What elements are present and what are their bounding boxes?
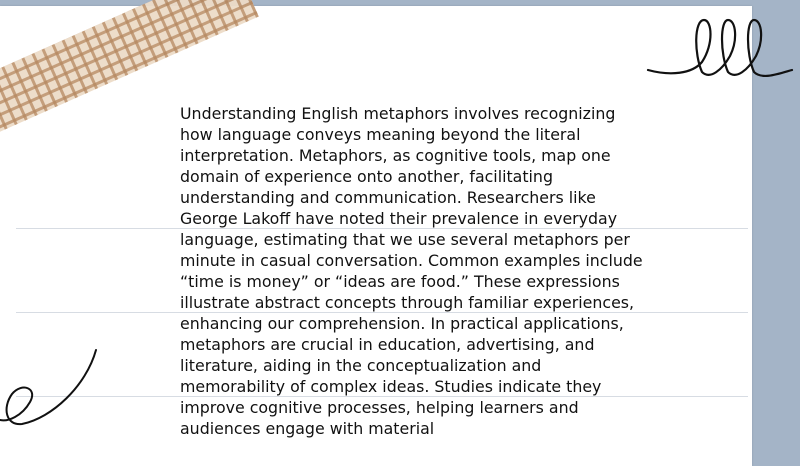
scribble-loops-top-right	[640, 14, 800, 84]
scribble-loop-bottom-left	[0, 346, 110, 436]
body-paragraph: Understanding English metaphors involves recognizing how language conveys meaning beyond the literal interpretation. Metaphors, as cognitive tools, map one domain of experience onto another, facilitating understanding and communication. Researchers like George Lakoff have noted their prevalence in everyday language, estimating that we use several metaphors per minute in casual conversation. Common examples include “time is money” or “ideas are food.” These expressions illustrate abstract concepts through familiar experiences, enhancing our comprehension. In practical applications, metaphors are crucial in education, advertising, and literature, aiding in the conceptualization and memorability of complex ideas. Studies indicate they improve cognitive processes, helping learners and audiences engage with material	[180, 104, 643, 438]
